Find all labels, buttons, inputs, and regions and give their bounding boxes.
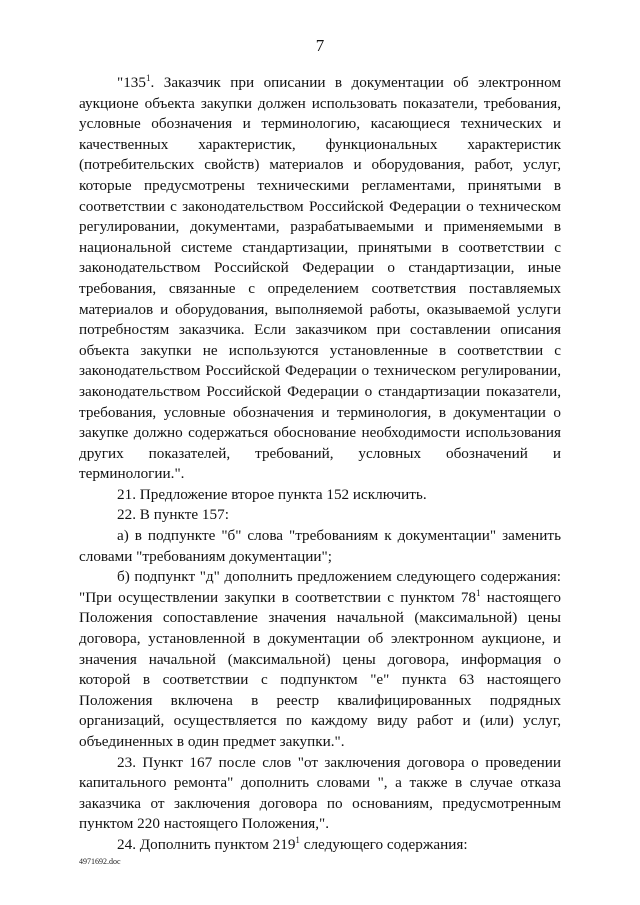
paragraph-text: 24. Дополнить пунктом 219: [117, 835, 296, 853]
paragraph-item-22: 22. В пункте 157:: [117, 506, 229, 524]
paragraph-text: следующего содержания:: [299, 835, 468, 853]
superscript-index: 1: [476, 587, 481, 598]
paragraph-item-135-1: [79, 73, 561, 485]
paragraph-text: . Заказчик при описании в документации об электронном аукционе объекта закупки должен использовать показатели, требования, условные обозначения и терминологию, касающиеся технических и качественных характеристик, функциональных характеристик (потребительских свойств) материалов и оборудования, работ, услуг, которые предусмотрены техническими регламентами, принятыми в соответствии с законодательством Российской Федерации о техническом регулировании, документами, разрабатываемыми и применяемыми в национальной системе стандартизации, принятыми в соответствии с законодательством Российской Федерации о стандартизации, иные требования, связанные с определением соответствия поставляемых материалов и оборудования, выполняемой работы, оказываемой услуги потребностям заказчика. Если заказчиком при составлении описания объекта закупки не используются установленные в соответствии с законодательством Российской Федерации о техническом регулировании, законодательством Российской Федерации о стандартизации показатели, требования, условные обозначения и терминология, в документации о закупке должно содержаться обоснование необходимости использования других показателей, требований, условных обозначений и терминологии.".: [79, 74, 561, 483]
file-name-footer: 4971692.doc: [79, 857, 121, 866]
page-number: 7: [315, 36, 325, 55]
paragraph-item-21: 21. Предложение второе пункта 152 исключить.: [117, 485, 427, 503]
superscript-index: 1: [295, 834, 300, 845]
paragraph-text: настоящего Положения сопоставление значения начальной (максимальной) цены договора, установленной в документации об электронном аукционе, и значения начальной (максимальной) цены договора, информация о которой в соответствии с подпунктом "е" пункта 63 настоящего Положения включена в реестр квалифицированных подрядных организаций, осуществляется по каждому виду работ и (или) услуг, объединенных в один предмет закупки.".: [79, 588, 561, 750]
paragraph-subitem-a: а) в подпункте "б" слова "требованиям к документации" заменить словами "требованиям документации";: [79, 527, 561, 565]
document-body: [79, 73, 561, 856]
paragraph-text: "135: [117, 74, 146, 91]
paragraph-text: б) подпункт "д" дополнить предложением следующего содержания: "При осуществлении закупки в соответствии с пунктом 78: [79, 568, 561, 606]
superscript-index: 1: [145, 73, 151, 83]
paragraph-subitem-b: [79, 567, 561, 752]
paragraph-item-23: 23. Пункт 167 после слов "от заключения договора о проведении капитального ремонта" дополнить словами ", а также в случае отказа заказчика от заключения договора по основаниям, предусмотренным пунктом 220 настоящего Положения,".: [79, 753, 561, 833]
paragraph-item-24: [79, 835, 561, 856]
